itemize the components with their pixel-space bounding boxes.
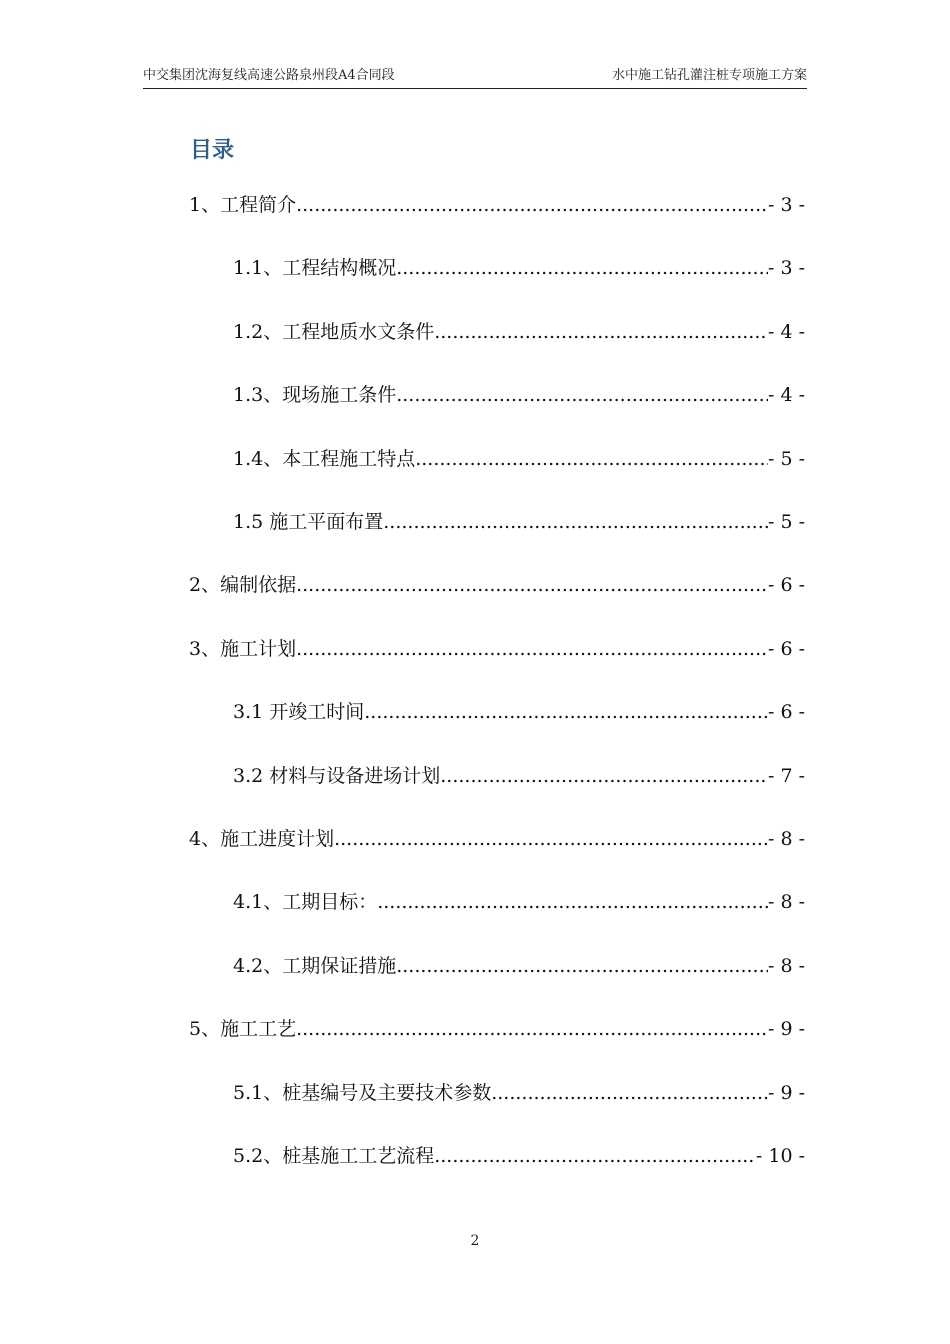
toc-entry-page: - 8 - — [767, 955, 805, 977]
toc-entry-text: 4.1、工期目标： — [233, 891, 378, 913]
toc-entry[interactable] — [189, 825, 805, 853]
toc-entry-text: 1.3、现场施工条件 — [233, 384, 397, 406]
toc-entry[interactable] — [189, 635, 805, 663]
toc-dot-leader — [296, 635, 768, 663]
toc-title: 目录 — [190, 138, 235, 163]
header-project-name: 中交集团沈海复线高速公路泉州段A4合同段 — [143, 68, 395, 83]
toc-entry[interactable] — [233, 1079, 805, 1107]
toc-dot-leader — [296, 191, 768, 219]
toc-entry[interactable] — [233, 762, 805, 790]
toc-dot-leader — [377, 888, 768, 916]
toc-entry-text: 2、编制依据 — [189, 574, 297, 596]
toc-dot-leader — [396, 254, 768, 282]
toc-entry[interactable] — [233, 1142, 805, 1170]
header-document-title: 水中施工钻孔灌注桩专项施工方案 — [611, 68, 807, 83]
toc-dot-leader — [396, 381, 768, 409]
toc-entry-page: - 9 - — [767, 1018, 805, 1040]
toc-entry-page: - 3 - — [767, 194, 805, 216]
toc-entry-page: - 8 - — [767, 828, 805, 850]
toc-entry-text: 5、施工工艺 — [189, 1018, 297, 1040]
toc-entry-page: - 7 - — [767, 765, 805, 787]
toc-entry-page: - 10 - — [755, 1145, 805, 1167]
toc-entry-page: - 5 - — [767, 511, 805, 533]
toc-dot-leader — [415, 445, 768, 473]
toc-entry[interactable] — [233, 888, 805, 916]
toc-dot-leader — [364, 698, 768, 726]
toc-entry-page: - 4 - — [767, 384, 805, 406]
toc-entry[interactable] — [189, 571, 805, 599]
page-header — [143, 66, 807, 89]
toc-entry-text: 1.5 施工平面布置 — [233, 511, 384, 533]
toc-entry[interactable] — [189, 1015, 805, 1043]
toc-entry-text: 4、施工进度计划 — [189, 828, 335, 850]
toc-dot-leader — [396, 952, 768, 980]
toc-dot-leader — [334, 825, 768, 853]
toc-entry[interactable] — [189, 191, 805, 219]
toc-dot-leader — [296, 571, 768, 599]
toc-entry-text: 1.4、本工程施工特点 — [233, 448, 416, 470]
toc-entry[interactable] — [233, 952, 805, 980]
toc-entry-page: - 6 - — [767, 574, 805, 596]
toc-entry-text: 3.2 材料与设备进场计划 — [233, 765, 441, 787]
toc-entry[interactable] — [233, 254, 805, 282]
toc-entry-page: - 6 - — [767, 638, 805, 660]
toc-entry[interactable] — [233, 508, 805, 536]
toc-entry[interactable] — [233, 445, 805, 473]
toc-entry[interactable] — [233, 381, 805, 409]
toc-entry-page: - 4 - — [767, 321, 805, 343]
toc-entry-text: 5.1、桩基编号及主要技术参数 — [233, 1082, 492, 1104]
toc-dot-leader — [434, 1142, 756, 1170]
toc-entry-text: 4.2、工期保证措施 — [233, 955, 397, 977]
toc-entry-text: 1.1、工程结构概况 — [233, 257, 397, 279]
toc-entry-text: 1、工程简介 — [189, 194, 297, 216]
toc-entry[interactable] — [233, 698, 805, 726]
toc-entry-page: - 3 - — [767, 257, 805, 279]
toc-dot-leader — [440, 762, 768, 790]
toc-entry-page: - 9 - — [767, 1082, 805, 1104]
toc-entry-page: - 8 - — [767, 891, 805, 913]
toc-entry-page: - 5 - — [767, 448, 805, 470]
toc-dot-leader — [383, 508, 768, 536]
toc-dot-leader — [296, 1015, 768, 1043]
toc-dot-leader — [434, 318, 768, 346]
toc-entry-text: 1.2、工程地质水文条件 — [233, 321, 435, 343]
toc-dot-leader — [491, 1079, 768, 1107]
toc-entry-text: 3.1 开竣工时间 — [233, 701, 365, 723]
toc-entry-page: - 6 - — [767, 701, 805, 723]
page-number: 2 — [470, 1233, 480, 1249]
toc-entry-text: 5.2、桩基施工工艺流程 — [233, 1145, 435, 1167]
toc-entry-text: 3、施工计划 — [189, 638, 297, 660]
toc-entry[interactable] — [233, 318, 805, 346]
